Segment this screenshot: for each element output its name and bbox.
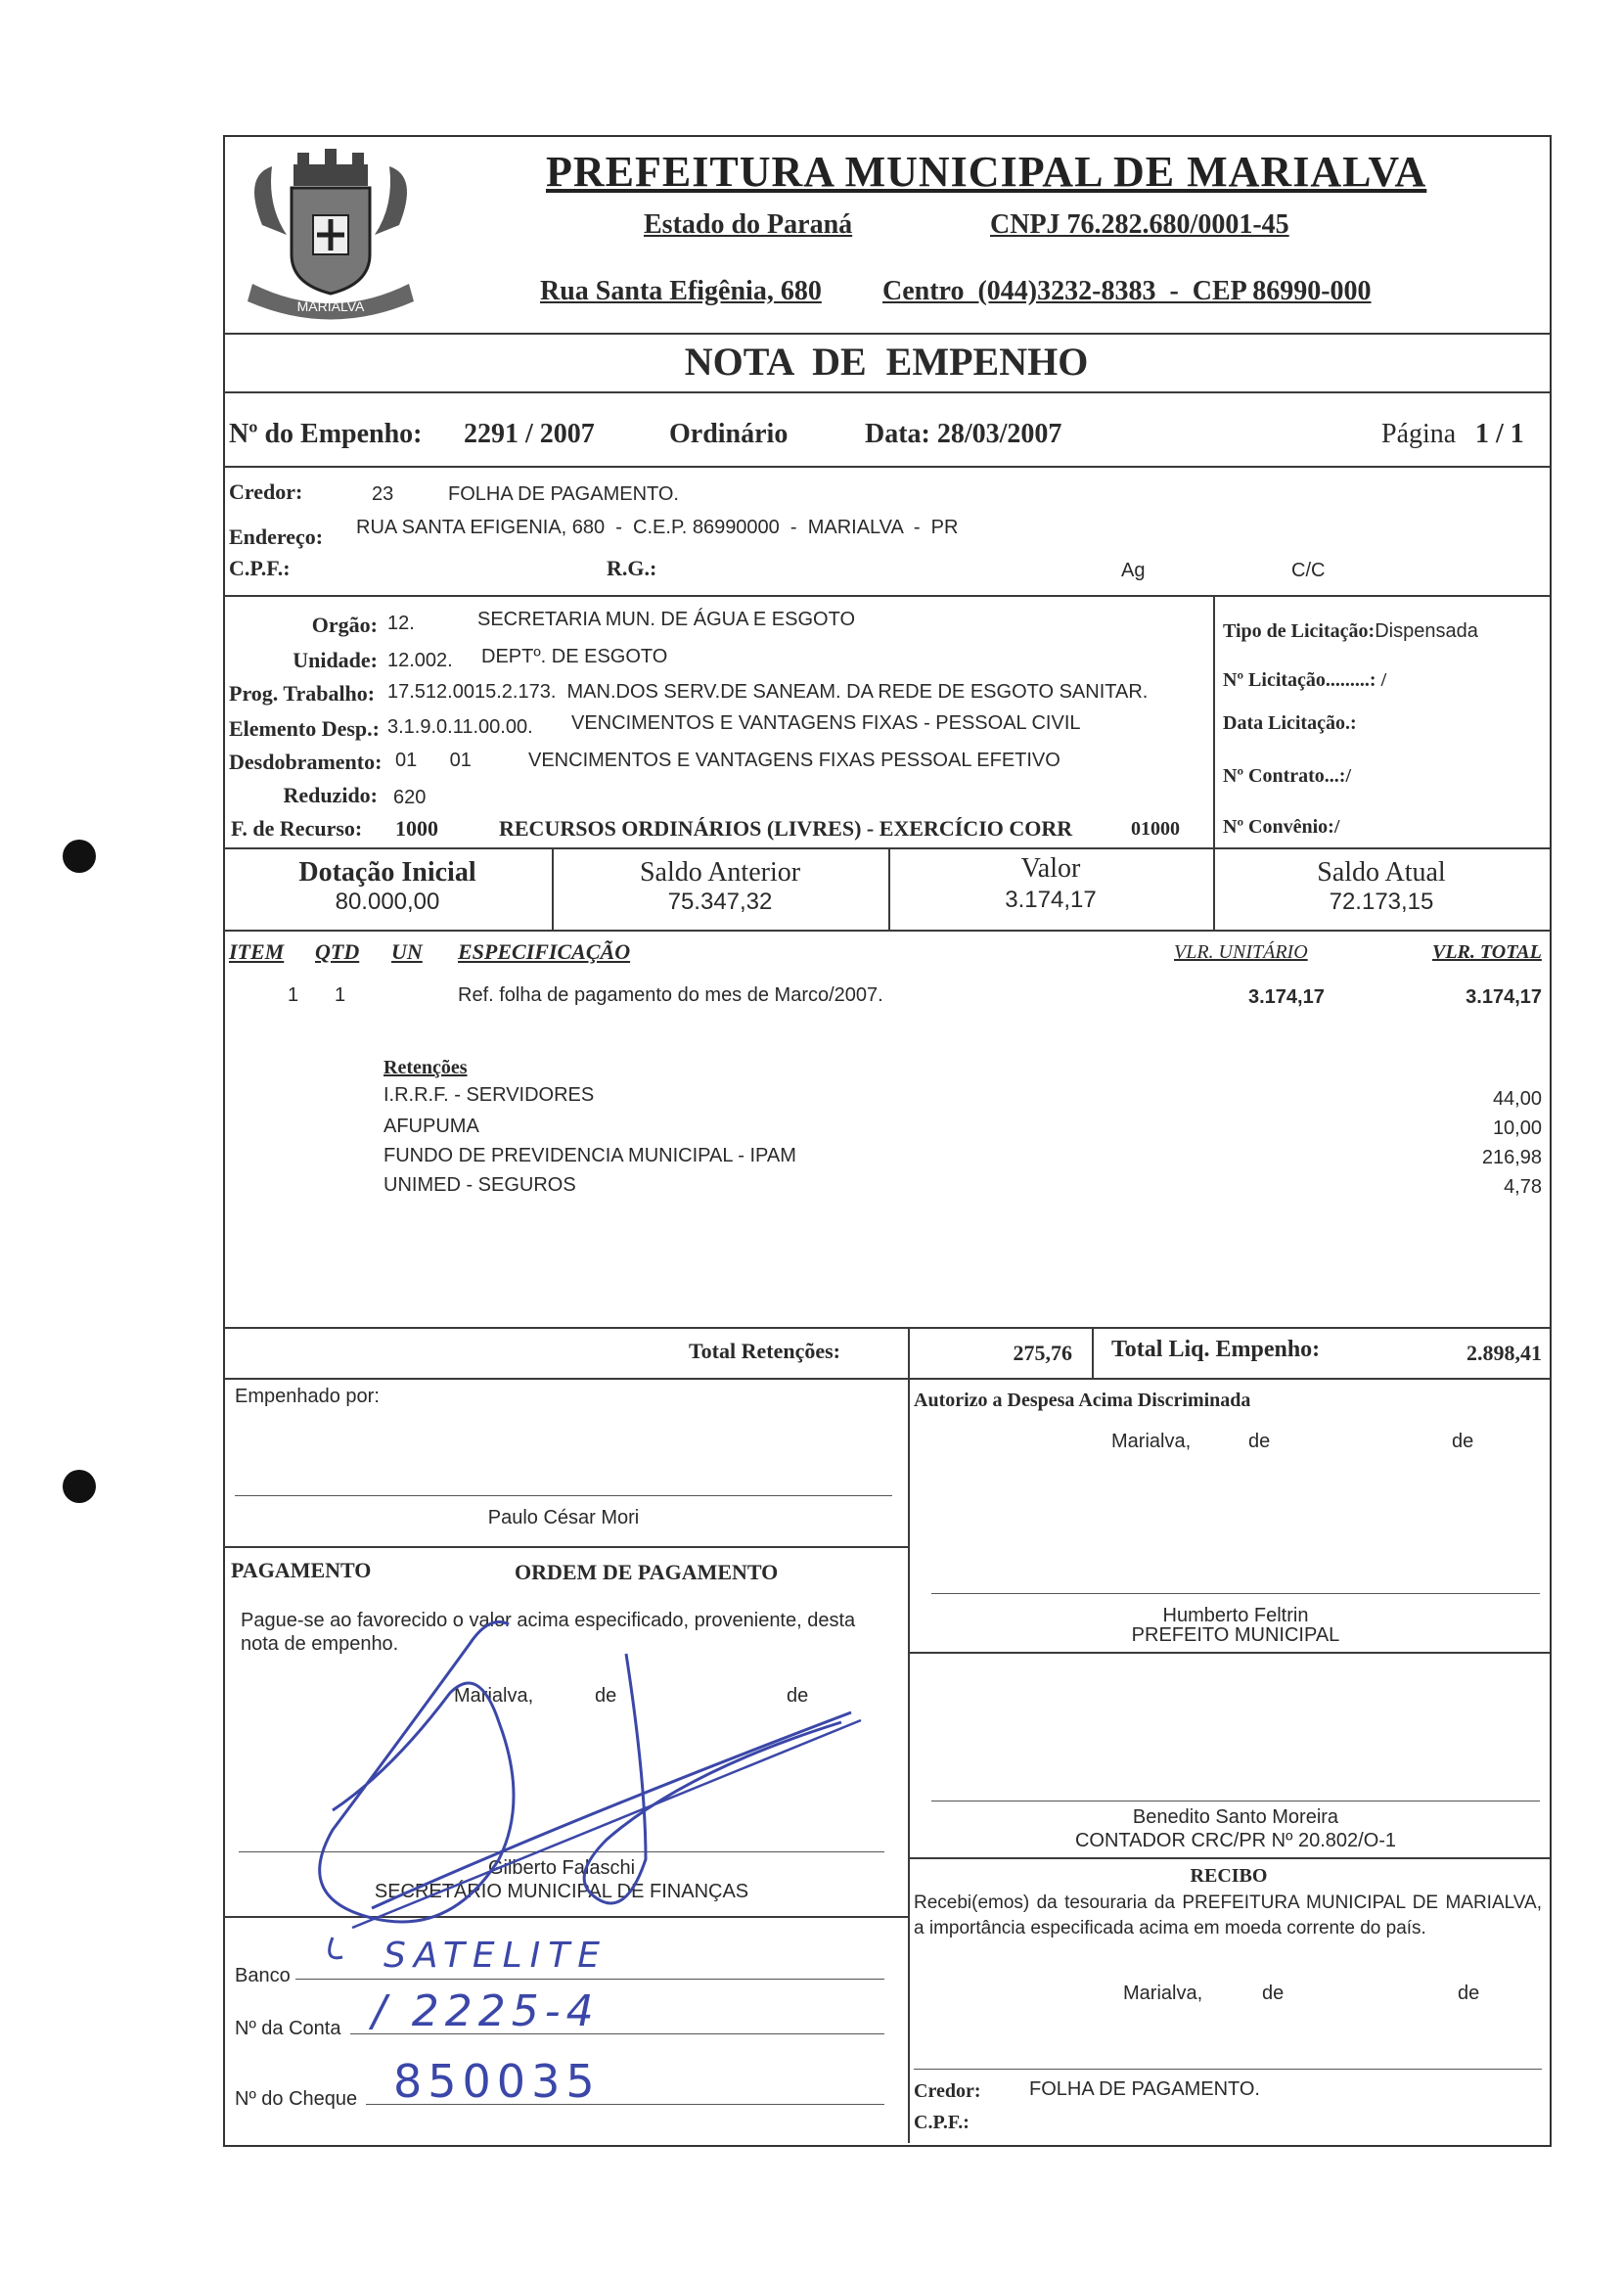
document-title: NOTA DE EMPENHO	[684, 340, 1089, 384]
retencao-value: 4,78	[1504, 1176, 1542, 1198]
handwritten-signature	[274, 1605, 880, 1977]
recibo-de-1: de	[1262, 1983, 1285, 2004]
retencao-name: FUNDO DE PREVIDENCIA MUNICIPAL - IPAM	[383, 1145, 796, 1166]
cpf-label: C.P.F.:	[229, 556, 291, 580]
licitacao-type	[1223, 620, 1478, 643]
prefeito-title: PREFEITO MUNICIPAL	[1131, 1624, 1340, 1646]
municipal-crest-logo	[233, 137, 429, 333]
autorizo-de-2: de	[1452, 1431, 1474, 1452]
banco-handwritten: SATELITE	[383, 1936, 609, 1976]
retencao-name: I.R.R.F. - SERVIDORES	[383, 1084, 595, 1106]
pagamento-text: Pague-se ao favorecido o valor acima especificado, proveniente, desta nota de empenho.	[241, 1610, 856, 1655]
unidade-name: DEPTº. DE ESGOTO	[481, 646, 668, 667]
page-label: Página	[1381, 419, 1457, 449]
recibo-credor-label: Credor:	[914, 2080, 981, 2102]
conta-handwritten: / 2225-4	[372, 1986, 600, 2036]
licitacao-number: Nº Licitação.........: /	[1223, 669, 1387, 691]
endereco-label: Endereço:	[229, 524, 324, 549]
saldo-anterior-label: Saldo Anterior	[639, 857, 801, 888]
item-number: 1	[288, 984, 299, 1006]
col-header-especificacao: ESPECIFICAÇÃO	[458, 939, 631, 964]
col-header-vlr-unitario: VLR. UNITÁRIO	[1174, 941, 1308, 963]
item-spec: Ref. folha de pagamento do mes de Marco/2007.	[458, 984, 883, 1006]
valor-label: Valor	[1020, 853, 1081, 884]
prog-value: 17.512.0015.2.173. MAN.DOS SERV.DE SANEAM. DA REDE DE ESGOTO SANITAR.	[387, 681, 1149, 703]
contador-title: CONTADOR CRC/PR Nº 20.802/O-1	[1074, 1830, 1397, 1851]
licitacao-type-label: Tipo de Licitação:	[1223, 620, 1376, 642]
unidade-label: Unidade:	[293, 648, 378, 672]
col-header-item: ITEM	[229, 939, 285, 964]
svg-text:MARIALVA: MARIALVA	[296, 298, 365, 314]
convenio-number: Nº Convênio:/	[1223, 816, 1340, 838]
recibo-cpf-label: C.P.F.:	[914, 2112, 970, 2133]
contrato-number: Nº Contrato...:/	[1223, 765, 1352, 787]
col-header-vlr-total: VLR. TOTAL	[1432, 941, 1542, 963]
orgao-name: SECRETARIA MUN. DE ÁGUA E ESGOTO	[477, 609, 856, 630]
dotacao-inicial-label: Dotação Inicial	[298, 857, 476, 888]
item-qtd: 1	[335, 984, 346, 1006]
contador-name: Benedito Santo Moreira	[1132, 1806, 1339, 1828]
financas-name: Gilberto Falaschi	[487, 1857, 636, 1879]
cnpj: CNPJ 76.282.680/0001-45	[990, 209, 1289, 240]
dotacao-inicial-value: 80.000,00	[335, 889, 440, 915]
valor-value: 3.174,17	[1005, 887, 1097, 913]
item-total-value: 3.174,17	[1466, 986, 1542, 1008]
financas-title: SECRETÁRIO MUNICIPAL DE FINANÇAS	[374, 1881, 749, 1902]
saldo-atual-label: Saldo Atual	[1317, 857, 1446, 888]
cheque-label: Nº do Cheque	[235, 2088, 358, 2110]
desdobramento-label: Desdobramento:	[229, 750, 383, 774]
prog-label: Prog. Trabalho:	[229, 681, 376, 706]
col-header-un: UN	[391, 939, 423, 964]
recurso-code: 1000	[395, 816, 438, 841]
recibo-credor-name: FOLHA DE PAGAMENTO.	[1029, 2078, 1260, 2100]
autorizo-label: Autorizo a Despesa Acima Discriminada	[914, 1390, 1251, 1411]
item-unit-value: 3.174,17	[1248, 986, 1325, 1008]
endereco: RUA SANTA EFIGENIA, 680 - C.E.P. 86990000 - MARIALVA - PR	[356, 517, 959, 538]
autorizo-local: Marialva,	[1111, 1431, 1192, 1452]
banco-label: Banco	[235, 1965, 291, 1986]
credor-name: FOLHA DE PAGAMENTO.	[448, 483, 679, 505]
orgao-label: Orgão:	[311, 613, 378, 637]
empenho-number: 2291 / 2007	[464, 419, 595, 449]
pagamento-local: Marialva,	[454, 1685, 534, 1707]
punch-hole-bottom	[63, 1470, 96, 1503]
unidade-code: 12.002.	[387, 650, 453, 671]
center-phone-cep: Centro (044)3232-8383 - CEP 86990-000	[882, 276, 1372, 306]
licitacao-date: Data Licitação.:	[1223, 712, 1357, 734]
empenhado-name: Paulo César Mori	[487, 1507, 640, 1528]
autorizo-de-1: de	[1248, 1431, 1271, 1452]
total-liquido-label: Total Liq. Empenho:	[1111, 1337, 1321, 1362]
col-header-qtd: QTD	[315, 939, 360, 964]
empenhado-label: Empenhado por:	[235, 1386, 380, 1407]
reduzido-value: 620	[393, 787, 427, 808]
retencao-value: 44,00	[1492, 1088, 1542, 1110]
desdobramento-name: VENCIMENTOS E VANTAGENS FIXAS PESSOAL EFETIVO	[528, 750, 1060, 771]
saldo-anterior-value: 75.347,32	[667, 889, 773, 915]
credor-code: 23	[372, 483, 394, 505]
retencao-name: AFUPUMA	[383, 1116, 479, 1137]
cheque-handwritten: 850035	[393, 2055, 601, 2108]
orgao-code: 12.	[387, 613, 415, 634]
total-liquido-value: 2.898,41	[1466, 1341, 1542, 1365]
pagamento-de-2: de	[787, 1685, 809, 1707]
credor-label: Credor:	[229, 479, 303, 504]
elemento-label: Elemento Desp.:	[229, 716, 380, 741]
recibo-de-2: de	[1458, 1983, 1480, 2004]
total-retencoes-label: Total Retenções:	[689, 1339, 840, 1363]
licitacao-type-value: Dispensada	[1375, 620, 1478, 642]
org-title: PREFEITURA MUNICIPAL DE MARIALVA	[546, 148, 1427, 196]
recibo-local: Marialva,	[1123, 1983, 1203, 2004]
rg-label: R.G.:	[607, 556, 657, 580]
recibo-title: RECIBO	[1190, 1865, 1268, 1887]
elemento-code: 3.1.9.0.11.00.00.	[387, 716, 533, 738]
retencao-name: UNIMED - SEGUROS	[383, 1174, 576, 1196]
ordem-pagamento-label: ORDEM DE PAGAMENTO	[515, 1560, 779, 1584]
pagamento-label: PAGAMENTO	[231, 1558, 372, 1582]
recurso-label: F. de Recurso:	[231, 816, 363, 841]
prefeito-name: Humberto Feltrin	[1162, 1605, 1309, 1626]
pagamento-de-1: de	[595, 1685, 617, 1707]
elemento-name: VENCIMENTOS E VANTAGENS FIXAS - PESSOAL CIVIL	[571, 712, 1081, 734]
desdobramento-code: 01 01	[395, 750, 472, 771]
retencao-value: 10,00	[1492, 1117, 1542, 1139]
recibo-text: Recebi(emos) da tesouraria da PREFEITURA MUNICIPAL DE MARIALVA, a importância especificada acima em moeda corrente do país.	[914, 1892, 1542, 1938]
total-retencoes-value: 275,76	[1013, 1341, 1072, 1365]
address: Rua Santa Efigênia, 680	[540, 276, 822, 306]
saldo-atual-value: 72.173,15	[1329, 889, 1434, 915]
punch-hole-top	[63, 840, 96, 873]
cc-label: C/C	[1291, 560, 1326, 581]
state-name: Estado do Paraná	[644, 209, 853, 240]
ag-label: Ag	[1121, 560, 1146, 581]
conta-label: Nº da Conta	[235, 2018, 341, 2039]
page-number: 1 / 1	[1475, 419, 1524, 449]
recurso-number: 01000	[1131, 818, 1180, 840]
retencao-value: 216,98	[1481, 1147, 1542, 1168]
recurso-name: RECURSOS ORDINÁRIOS (LIVRES) - EXERCÍCIO CORR	[499, 816, 1073, 841]
empenho-number-label: Nº do Empenho:	[229, 419, 423, 449]
reduzido-label: Reduzido:	[283, 783, 378, 807]
retencoes-title: Retenções	[383, 1057, 468, 1078]
empenho-type: Ordinário	[669, 419, 789, 449]
empenho-date: Data: 28/03/2007	[865, 419, 1062, 449]
